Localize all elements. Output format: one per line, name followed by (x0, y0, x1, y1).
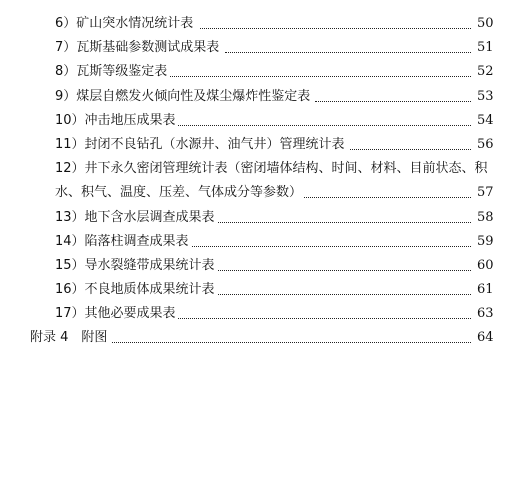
dot-leader (225, 52, 471, 53)
toc-entry[interactable] (0, 61, 505, 83)
dot-leader (350, 149, 471, 150)
toc-entry[interactable] (0, 279, 505, 301)
dot-leader (170, 76, 471, 77)
toc-entry[interactable] (0, 13, 505, 35)
toc-entry-title: 11）封闭不良钻孔（水源井、油气井）管理统计表 (55, 134, 347, 156)
toc-page-number: 51 (477, 40, 494, 55)
toc-page-number: 56 (477, 137, 494, 152)
toc-entry[interactable] (0, 37, 505, 59)
toc-entry-title: 10）冲击地压成果表 (55, 110, 178, 132)
toc-entry-title: 9）煤层自燃发火倾向性及煤尘爆炸性鉴定表 (55, 86, 312, 108)
dot-leader (290, 197, 471, 198)
toc-entry[interactable] (0, 207, 505, 229)
toc-entry[interactable] (0, 231, 505, 253)
toc-entry[interactable] (0, 303, 505, 325)
dot-leader (175, 125, 471, 126)
toc-entry-title: 7）瓦斯基础参数测试成果表 (55, 37, 221, 59)
toc-entry[interactable] (0, 86, 505, 108)
toc-page-number: 53 (477, 89, 494, 104)
dot-leader (200, 28, 471, 29)
toc-page-number: 50 (477, 16, 494, 31)
dot-leader (212, 294, 471, 295)
toc-page-number: 59 (477, 234, 494, 249)
toc-page-number: 54 (477, 113, 494, 128)
toc-page-number: 63 (477, 306, 494, 321)
toc-page-number: 60 (477, 258, 494, 273)
toc-entry[interactable] (0, 110, 505, 132)
toc-entry-title: 6）矿山突水情况统计表 (55, 13, 195, 35)
dot-leader (175, 318, 471, 319)
toc-page-number: 57 (477, 185, 494, 200)
toc-entry-title: 17）其他必要成果表 (55, 303, 178, 325)
toc-page-number: 61 (477, 282, 494, 297)
toc-entry[interactable] (0, 134, 505, 156)
toc-entry-title-line2: 水、积气、温度、压差、气体成分等参数） (55, 182, 304, 204)
toc-page-number: 64 (477, 330, 494, 345)
toc-entry-title-line1: 12）井下永久密闭管理统计表（密闭墙体结构、时间、材料、目前状态、积 (55, 161, 488, 176)
toc-entry-appendix[interactable] (0, 327, 505, 349)
toc-entry-title: 14）陷落柱调查成果表 (55, 231, 191, 253)
toc-entry[interactable] (0, 255, 505, 277)
toc-entry-title: 15）导水裂缝带成果统计表 (55, 255, 217, 277)
toc-page-number: 52 (477, 64, 494, 79)
dot-leader (112, 342, 471, 343)
toc-entry[interactable] (0, 158, 505, 206)
toc-entry-title: 附录 4 附图 (30, 327, 109, 349)
dot-leader (315, 101, 471, 102)
dot-leader (188, 246, 471, 247)
dot-leader (212, 222, 471, 223)
toc-entry-title: 8）瓦斯等级鉴定表 (55, 61, 169, 83)
toc-entry-title: 16）不良地质体成果统计表 (55, 279, 217, 301)
toc-page-number: 58 (477, 210, 494, 225)
dot-leader (212, 270, 471, 271)
toc-entry-title: 13）地下含水层调查成果表 (55, 207, 217, 229)
